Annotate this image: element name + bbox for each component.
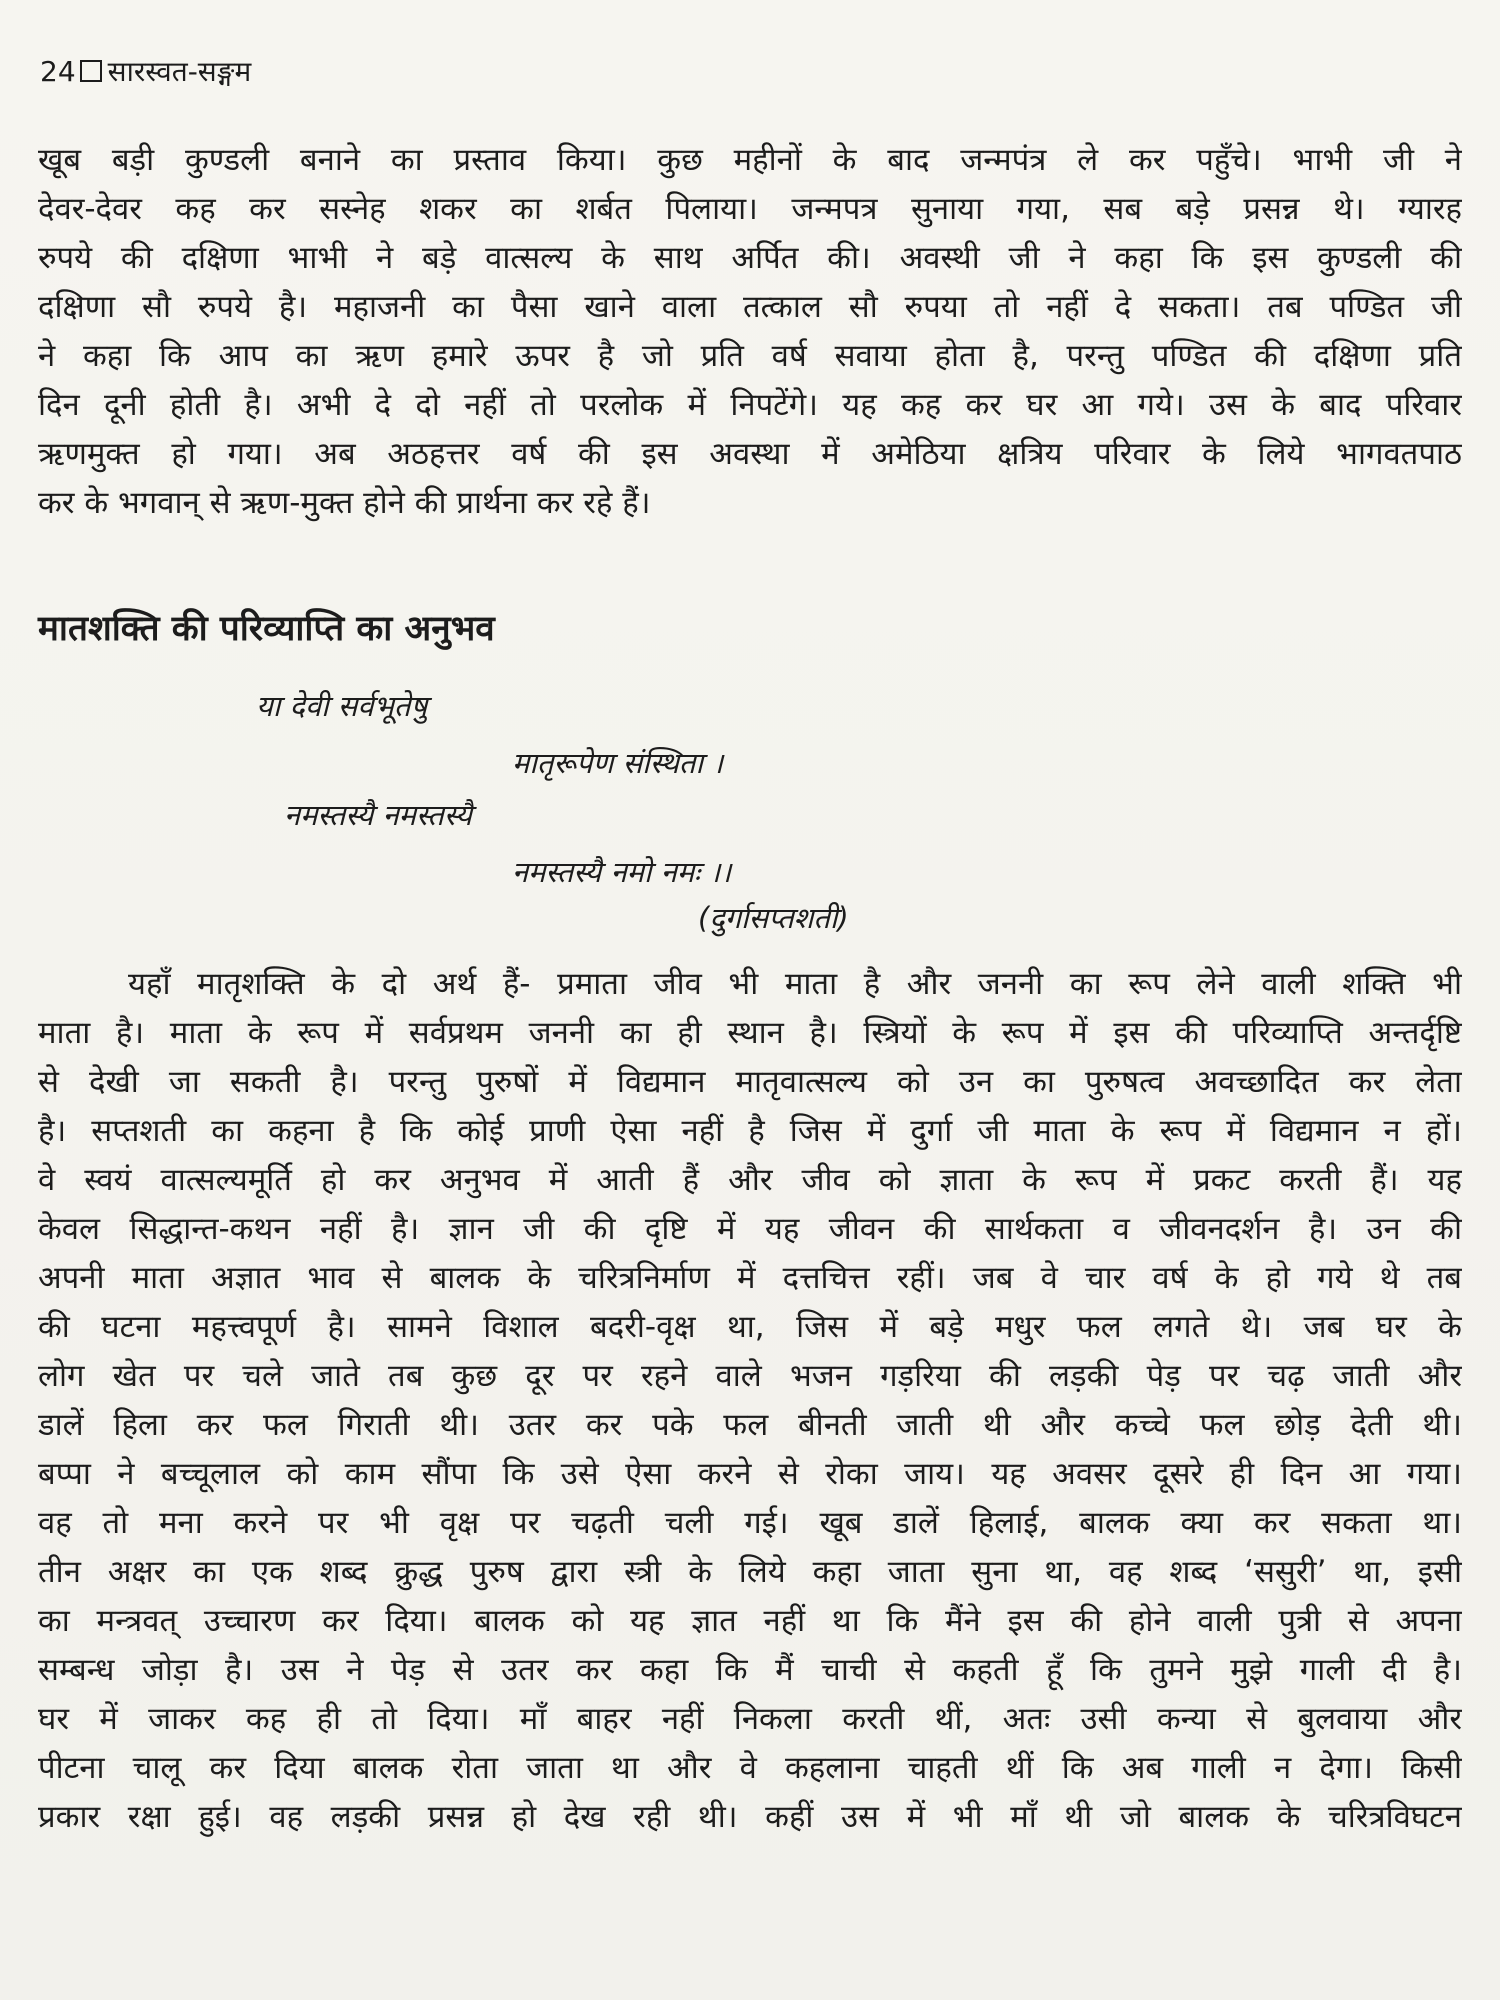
text-line: अपनी माता अज्ञात भाव से बालक के चरित्रनिर्माण में दत्तचित्त रहीं। जब वे चार वर्ष के हो गये थे तब	[38, 1260, 1462, 1296]
text-line: वह तो मना करने पर भी वृक्ष पर चढ़ती चली गई। खूब डालें हिलाई, बालक क्या कर सकता था।	[38, 1505, 1462, 1541]
text-line: तीन अक्षर का एक शब्द क्रुद्ध पुरुष द्वारा स्त्री के लिये कहा जाता सुना था, वह शब्द ‘ससुरी’ था, इसी	[38, 1554, 1462, 1590]
text-line: वे स्वयं वात्सल्यमूर्ति हो कर अनुभव में आती हैं और जीव को ज्ञाता के रूप में प्रकट करती हैं। यह	[38, 1162, 1462, 1198]
section-heading: मातशक्ति की परिव्याप्ति का अनुभव	[38, 609, 495, 649]
verse-line-2: मातृरूपेण संस्थिता ।	[512, 746, 724, 780]
text-line: डालें हिला कर फल गिराती थी। उतर कर पके फल बीनती जाती थी और कच्चे फल छोड़ देती थी।	[38, 1407, 1462, 1443]
text-line: माता है। माता के रूप में सर्वप्रथम जननी का ही स्थान है। स्त्रियों के रूप में इस की परिव्याप्ति अन्तर्दृष्टि	[38, 1015, 1462, 1051]
text-line: सम्बन्ध जोड़ा है। उस ने पेड़ से उतर कर कहा कि मैं चाची से कहती हूँ कि तुमने मुझे गाली दी है।	[38, 1652, 1462, 1688]
book-title: सारस्वत-सङ्गम	[107, 55, 252, 88]
text-line: लोग खेत पर चले जाते तब कुछ दूर पर रहने वाले भजन गड़रिया की लड़की पेड़ पर चढ़ जाती और	[38, 1358, 1462, 1394]
text-line: देवर-देवर कह कर सस्नेह शकर का शर्बत पिलाया। जन्मपत्र सुनाया गया, सब बड़े प्रसन्न थे। ग्यारह	[38, 191, 1462, 227]
verse-line-3: नमस्तस्यै नमस्तस्यै	[284, 798, 472, 832]
text-line: खूब बड़ी कुण्डली बनाने का प्रस्ताव किया। कुछ महीनों के बाद जन्मपंत्र ले कर पहुँचे। भाभी जी ने	[38, 142, 1462, 178]
page-number: 24	[40, 55, 76, 88]
text-line: रुपये की दक्षिणा भाभी ने बड़े वात्सल्य के साथ अर्पित की। अवस्थी जी ने कहा कि इस कुण्डली की	[38, 240, 1462, 276]
square-separator-icon	[80, 60, 102, 82]
verse-line-1: या देवी सर्वभूतेषु	[256, 689, 428, 723]
text-line: बप्पा ने बच्चूलाल को काम सौंपा कि उसे ऐसा करने से रोका जाय। यह अवसर दूसरे ही दिन आ गया।	[38, 1456, 1462, 1492]
text-line: की घटना महत्त्वपूर्ण है। सामने विशाल बदरी-वृक्ष था, जिस में बड़े मधुर फल लगते थे। जब घर के	[38, 1309, 1462, 1345]
text-line: दक्षिणा सौ रुपये है। महाजनी का पैसा खाने वाला तत्काल सौ रुपया तो नहीं दे सकता। तब पण्डित जी	[38, 289, 1462, 325]
paragraph-1	[38, 136, 1462, 528]
text-line: पीटना चालू कर दिया बालक रोता जाता था और वे कहलाना चाहती थीं कि अब गाली न देगा। किसी	[38, 1750, 1462, 1786]
verse-line-4: नमस्तस्यै नमो नमः ।।	[512, 855, 732, 889]
text-line: घर में जाकर कह ही तो दिया। माँ बाहर नहीं निकला करती थीं, अतः उसी कन्या से बुलवाया और	[38, 1701, 1462, 1737]
text-line: केवल सिद्धान्त-कथन नहीं है। ज्ञान जी की दृष्टि में यह जीवन की सार्थकता व जीवनदर्शन है। उन की	[38, 1211, 1462, 1247]
text-line: ऋणमुक्त हो गया। अब अठहत्तर वर्ष की इस अवस्था में अमेठिया क्षत्रिय परिवार के लिये भागवतपाठ	[38, 436, 1462, 472]
text-line: प्रकार रक्षा हुई। वह लड़की प्रसन्न हो देख रही थी। कहीं उस में भी माँ थी जो बालक के चरित्रविघटन	[38, 1799, 1462, 1835]
text-line: ने कहा कि आप का ऋण हमारे ऊपर है जो प्रति वर्ष सवाया होता है, परन्तु पण्डित की दक्षिणा प्रति	[38, 338, 1462, 374]
text-line: है। सप्तशती का कहना है कि कोई प्राणी ऐसा नहीं है जिस में दुर्गा जी माता के रूप में विद्यमान न हों।	[38, 1113, 1462, 1149]
text-line: से देखी जा सकती है। परन्तु पुरुषों में विद्यमान मातृवात्सल्य को उन का पुरुषत्व अवच्छादित कर लेता	[38, 1064, 1462, 1100]
running-header	[40, 52, 251, 92]
text-line: का मन्त्रवत् उच्चारण कर दिया। बालक को यह ज्ञात नहीं था कि मैंने इस की होने वाली पुत्री से अपना	[38, 1603, 1462, 1639]
text-line: यहाँ मातृशक्ति के दो अर्थ हैं- प्रमाता जीव भी माता है और जननी का रूप लेने वाली शक्ति भी	[128, 966, 1462, 1002]
verse-source: (दुर्गासप्तशती)	[698, 901, 849, 935]
text-line: दिन दूनी होती है। अभी दे दो नहीं तो परलोक में निपटेंगे। यह कह कर घर आ गये। उस के बाद परिवार	[38, 387, 1462, 423]
paragraph-2	[38, 960, 1462, 1842]
text-line: कर के भगवान् से ऋण-मुक्त होने की प्रार्थना कर रहे हैं।	[38, 485, 651, 521]
